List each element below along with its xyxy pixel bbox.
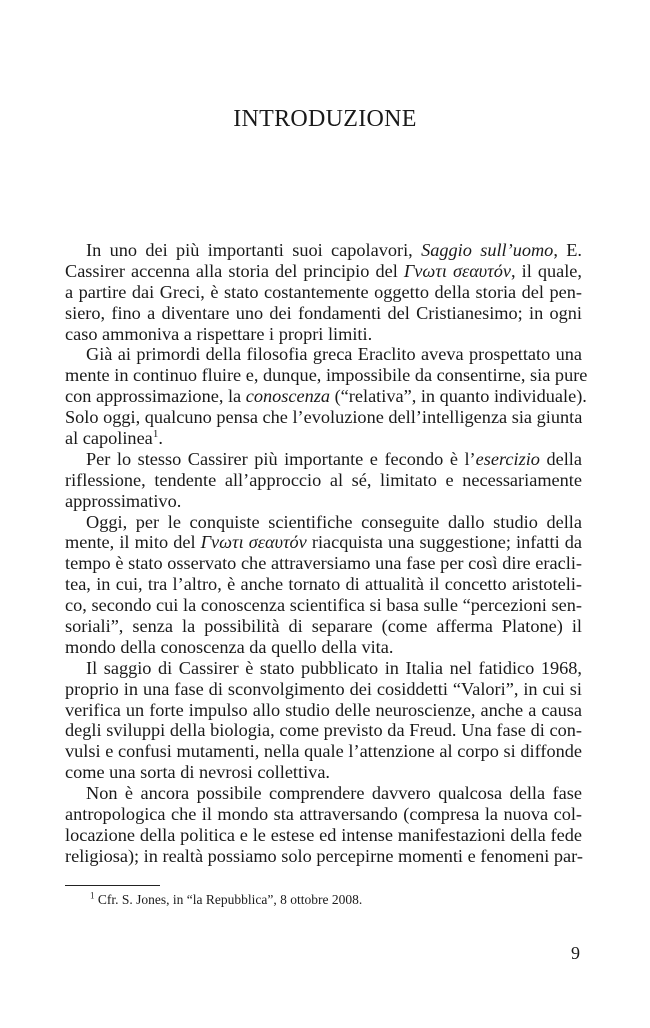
text-line <box>65 679 582 700</box>
body-text <box>65 240 588 867</box>
footnote-marker: 1 <box>90 890 95 901</box>
text-segment: verifica un forte impulso allo studio delle neuroscienze, anche a causa <box>65 699 582 720</box>
text-segment: mente in continuo fluire e, dunque, impossibile da consentirne, sia pure <box>65 365 588 386</box>
text-line <box>65 261 582 282</box>
text-segment: riflessione, tendente all’approccio al sé, limitato e necessariamente <box>65 469 582 490</box>
text-line <box>65 386 587 407</box>
text-segment: co, secondo cui la conoscenza scientifica si basa sulle “percezioni sen- <box>65 595 582 616</box>
text-segment: soriali”, senza la possibilità di separare (come afferma Platone) il <box>65 616 582 637</box>
text-segment: riacquista una suggestione; infatti da <box>306 532 582 553</box>
text-segment: Solo oggi, qualcuno pensa che l’evoluzione dell’intelligenza sia giunta <box>65 407 583 428</box>
text-line <box>65 512 582 533</box>
text-line <box>65 616 582 637</box>
text-line <box>65 720 582 741</box>
text-line <box>65 595 582 616</box>
text-segment: come una sorta di nevrosi collettiva. <box>65 762 330 783</box>
text-line <box>65 783 582 804</box>
text-segment: siero, fino a diventare uno dei fondamenti del Cristianesimo; in ogni <box>65 302 582 323</box>
text-line <box>65 637 582 658</box>
footnote-text: Cfr. S. Jones, in “la Repubblica”, 8 ottobre 2008. <box>97 892 363 907</box>
chapter-title: INTRODUZIONE <box>233 106 417 132</box>
text-segment: mente, il mito del <box>65 532 201 553</box>
footnote <box>90 892 362 908</box>
text-segment: (“relativa”, in quanto individuale). <box>330 386 587 407</box>
text-segment: , il quale, <box>510 260 582 281</box>
text-segment: caso ammoniva a rispettare i propri limiti. <box>65 323 373 344</box>
text-segment: locazione della politica e le estese ed intense manifestazioni della fede <box>65 824 582 845</box>
text-segment: In uno dei più importanti suoi capolavori, <box>86 240 422 260</box>
text-line <box>65 846 582 867</box>
text-segment: tea, in cui, tra l’altro, è anche tornato di attualità il concetto aristoteli- <box>65 574 582 595</box>
text-segment: Già ai primordi della filosofia greca Eraclito aveva prospettato una <box>86 344 582 365</box>
text-segment: a partire dai Greci, è stato costantemente oggetto della storia del pen- <box>65 281 582 302</box>
text-segment: Per lo stesso Cassirer più importante e fecondo è l’ <box>86 448 476 469</box>
text-segment: mondo della conoscenza da quello della vita. <box>65 636 394 657</box>
text-line <box>65 407 582 428</box>
text-segment: degli sviluppi della biologia, come previsto da Freud. Una fase di con- <box>65 720 582 741</box>
text-line <box>65 344 582 365</box>
italic-text: conoscenza <box>245 386 331 407</box>
text-segment: proprio in una fase di sconvolgimento dei cosiddetti “Valori”, in cui si <box>65 678 582 699</box>
text-segment: della <box>539 448 582 469</box>
text-line <box>65 762 582 783</box>
text-segment: antropologica che il mondo sta attraversando (compresa la nuova col- <box>65 804 582 825</box>
text-line <box>65 741 582 762</box>
text-segment: Oggi, per le conquiste scientifiche conseguite dallo studio della <box>86 511 582 532</box>
text-segment: approssimativo. <box>65 490 182 511</box>
text-line <box>65 825 582 846</box>
text-segment: religiosa); in realtà possiamo solo percepirne momenti e fenomeni par- <box>65 845 583 866</box>
text-line <box>65 553 582 574</box>
text-line <box>65 365 588 386</box>
text-line <box>65 324 582 345</box>
italic-text: esercizio <box>475 448 540 469</box>
text-segment: , E. <box>553 240 582 260</box>
text-segment: tempo è stato osservato che attraversiamo una fase per così dire eracli- <box>65 553 582 574</box>
italic-text: Γνωτι σεαυτόν <box>403 260 511 281</box>
text-line <box>65 658 582 679</box>
text-line <box>65 491 582 512</box>
text-segment: Non è ancora possibile comprendere davvero qualcosa della fase <box>86 783 582 804</box>
text-line <box>65 574 582 595</box>
text-line <box>65 282 582 303</box>
text-segment: Cassirer accenna alla storia del principio del <box>65 260 404 281</box>
text-segment: Il saggio di Cassirer è stato pubblicato in Italia nel fatidico 1968, <box>86 657 582 678</box>
footnote-divider <box>65 885 160 886</box>
page-number: 9 <box>571 943 580 963</box>
text-line <box>65 428 582 449</box>
text-line <box>65 303 582 324</box>
italic-text: Γνωτι σεαυτόν <box>200 532 307 553</box>
text-segment: . <box>158 428 163 449</box>
text-line <box>65 449 582 470</box>
text-line <box>65 532 582 553</box>
text-segment: con approssimazione, la <box>65 386 246 407</box>
text-line <box>65 470 582 491</box>
text-line <box>65 804 582 825</box>
text-line <box>65 700 582 721</box>
text-segment: al capolinea <box>65 428 153 449</box>
footnote-reference: 1 <box>152 427 159 440</box>
text-line <box>65 240 582 261</box>
italic-text: Saggio sull’uomo <box>421 240 554 260</box>
text-segment: vulsi e confusi mutamenti, nella quale l’attenzione al corpo si diffonde <box>65 741 582 762</box>
